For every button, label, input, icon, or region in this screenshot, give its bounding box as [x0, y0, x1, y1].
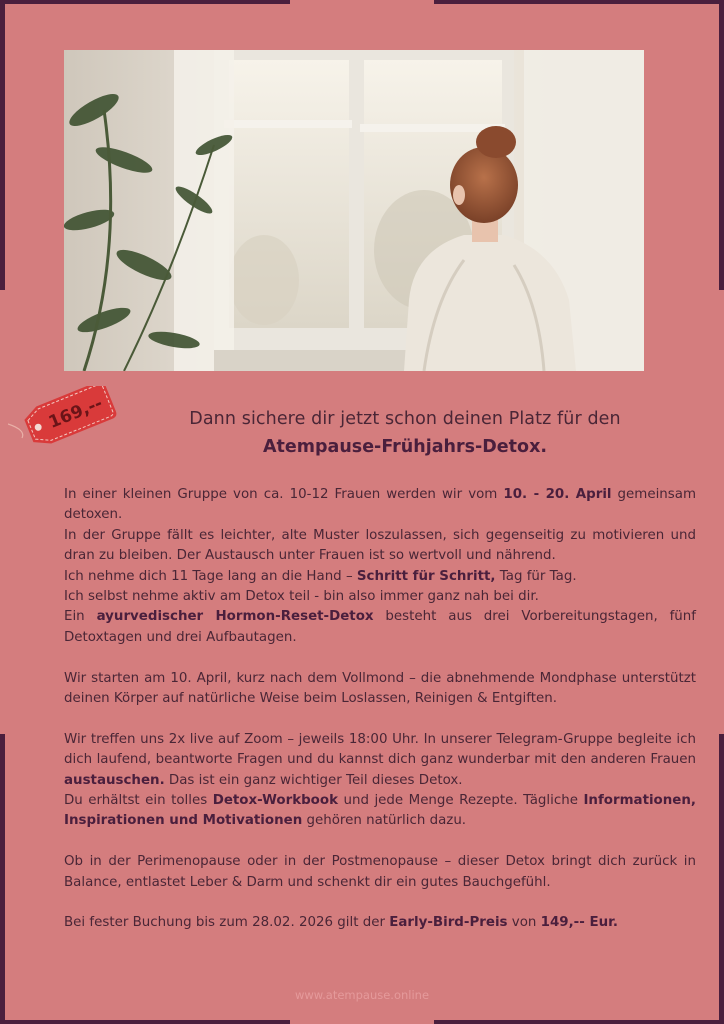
p10-early-bird: Early-Bird-Preis [389, 915, 508, 931]
headline-line-1: Dann sichere dir jetzt schon deinen Platz für den [189, 409, 621, 429]
paragraph-zoom [64, 730, 696, 791]
p3-a: Ich nehme dich 11 Tage lang an die Hand – [64, 568, 357, 584]
price-tag-text: 169,-- [45, 393, 106, 433]
p7-c: Das ist ein ganz wichtiger Teil dieses Detox. [164, 772, 463, 788]
p1-c: gemeinsam detoxen. [64, 487, 697, 523]
paragraph-menopause: Ob in der Perimenopause oder in der Postmenopause – dieser Detox bringt dich zurück in Balance, entlastet Leber & Darm und schenkt dir ein gutes Bauchgefühl. [64, 854, 696, 890]
paragraph-active: Ich selbst nehme aktiv am Detox teil - bin also immer ganz nah bei dir. [64, 589, 539, 605]
p8-c: und jede Menge Rezepte. Tägliche [338, 793, 584, 809]
p10-c: von [507, 915, 541, 931]
p8-info: Informationen, Inspirationen und Motivationen [64, 793, 696, 829]
p5-c: besteht aus drei Vorbereitungstagen, fünf Detoxtagen und drei Aufbautagen. [64, 609, 696, 645]
headline [100, 409, 710, 457]
paragraph-ayurveda [64, 607, 696, 648]
p5-a: Ein [64, 609, 97, 625]
p1-a: In einer kleinen Gruppe von ca. 10-12 Frauen werden wir vom [64, 487, 504, 502]
p8-a: Du erhältst ein tolles [64, 793, 213, 809]
paragraph-group-benefit: In der Gruppe fällt es leichter, alte Muster loszulassen, sich gegenseitig zu motivieren und dran zu bleiben. Der Austausch unter Frauen ist so wertvoll und nährend. [64, 527, 696, 564]
p3-step: Schritt für Schritt, [356, 568, 496, 584]
p3-c: Tag für Tag. [495, 568, 577, 584]
p5-detox: ayurvedischer Hormon-Reset-Detox [96, 609, 374, 625]
hero-illustration [64, 50, 644, 371]
frame-corner-bottom-right [434, 1020, 724, 1024]
p8-workbook: Detox-Workbook [212, 793, 338, 809]
p7-exchange: austauschen. [64, 772, 165, 788]
p8-e: gehören natürlich dazu. [302, 813, 467, 829]
spacer [64, 648, 696, 668]
footer-url: www.atempause.online [294, 988, 430, 1002]
paragraph-group-details [64, 485, 696, 526]
spacer [64, 832, 696, 852]
spacer [64, 893, 696, 913]
frame-corner-top-left [0, 0, 290, 4]
paragraph-hand [64, 567, 696, 587]
headline-line-2: Atempause-Frühjahrs-Detox. [262, 437, 548, 457]
frame-corner-bottom-left [0, 1020, 290, 1024]
hero-photo-woman-at-window [64, 50, 644, 371]
p1-date: 10. - 20. April [503, 487, 612, 502]
frame-corner-top-left-side [0, 0, 5, 290]
paragraph-workbook [64, 791, 696, 832]
p10-a: Bei fester Buchung bis zum 28.02. 2026 gilt der [64, 915, 390, 931]
paragraph-start: Wir starten am 10. April, kurz nach dem Vollmond – die abnehmende Mondphase unterstützt deinen Körper auf natürliche Weise beim Loslassen, Reinigen & Entgiften. [64, 670, 696, 707]
frame-corner-top-right [434, 0, 724, 4]
body-text [64, 485, 696, 934]
spacer [64, 709, 696, 729]
frame-corner-bottom-right-side [719, 734, 724, 1024]
p10-price: 149,-- Eur. [540, 915, 618, 931]
frame-corner-bottom-left-side [0, 734, 5, 1024]
paragraph-early-bird [64, 913, 696, 933]
p7-a: Wir treffen uns 2x live auf Zoom – jeweils 18:00 Uhr. In unserer Telegram-Gruppe begleite ich dich laufend, beantworte Fragen und du kannst dich ganz wunderbar mit den anderen Frauen [64, 731, 696, 768]
frame-corner-top-right-side [719, 0, 724, 290]
